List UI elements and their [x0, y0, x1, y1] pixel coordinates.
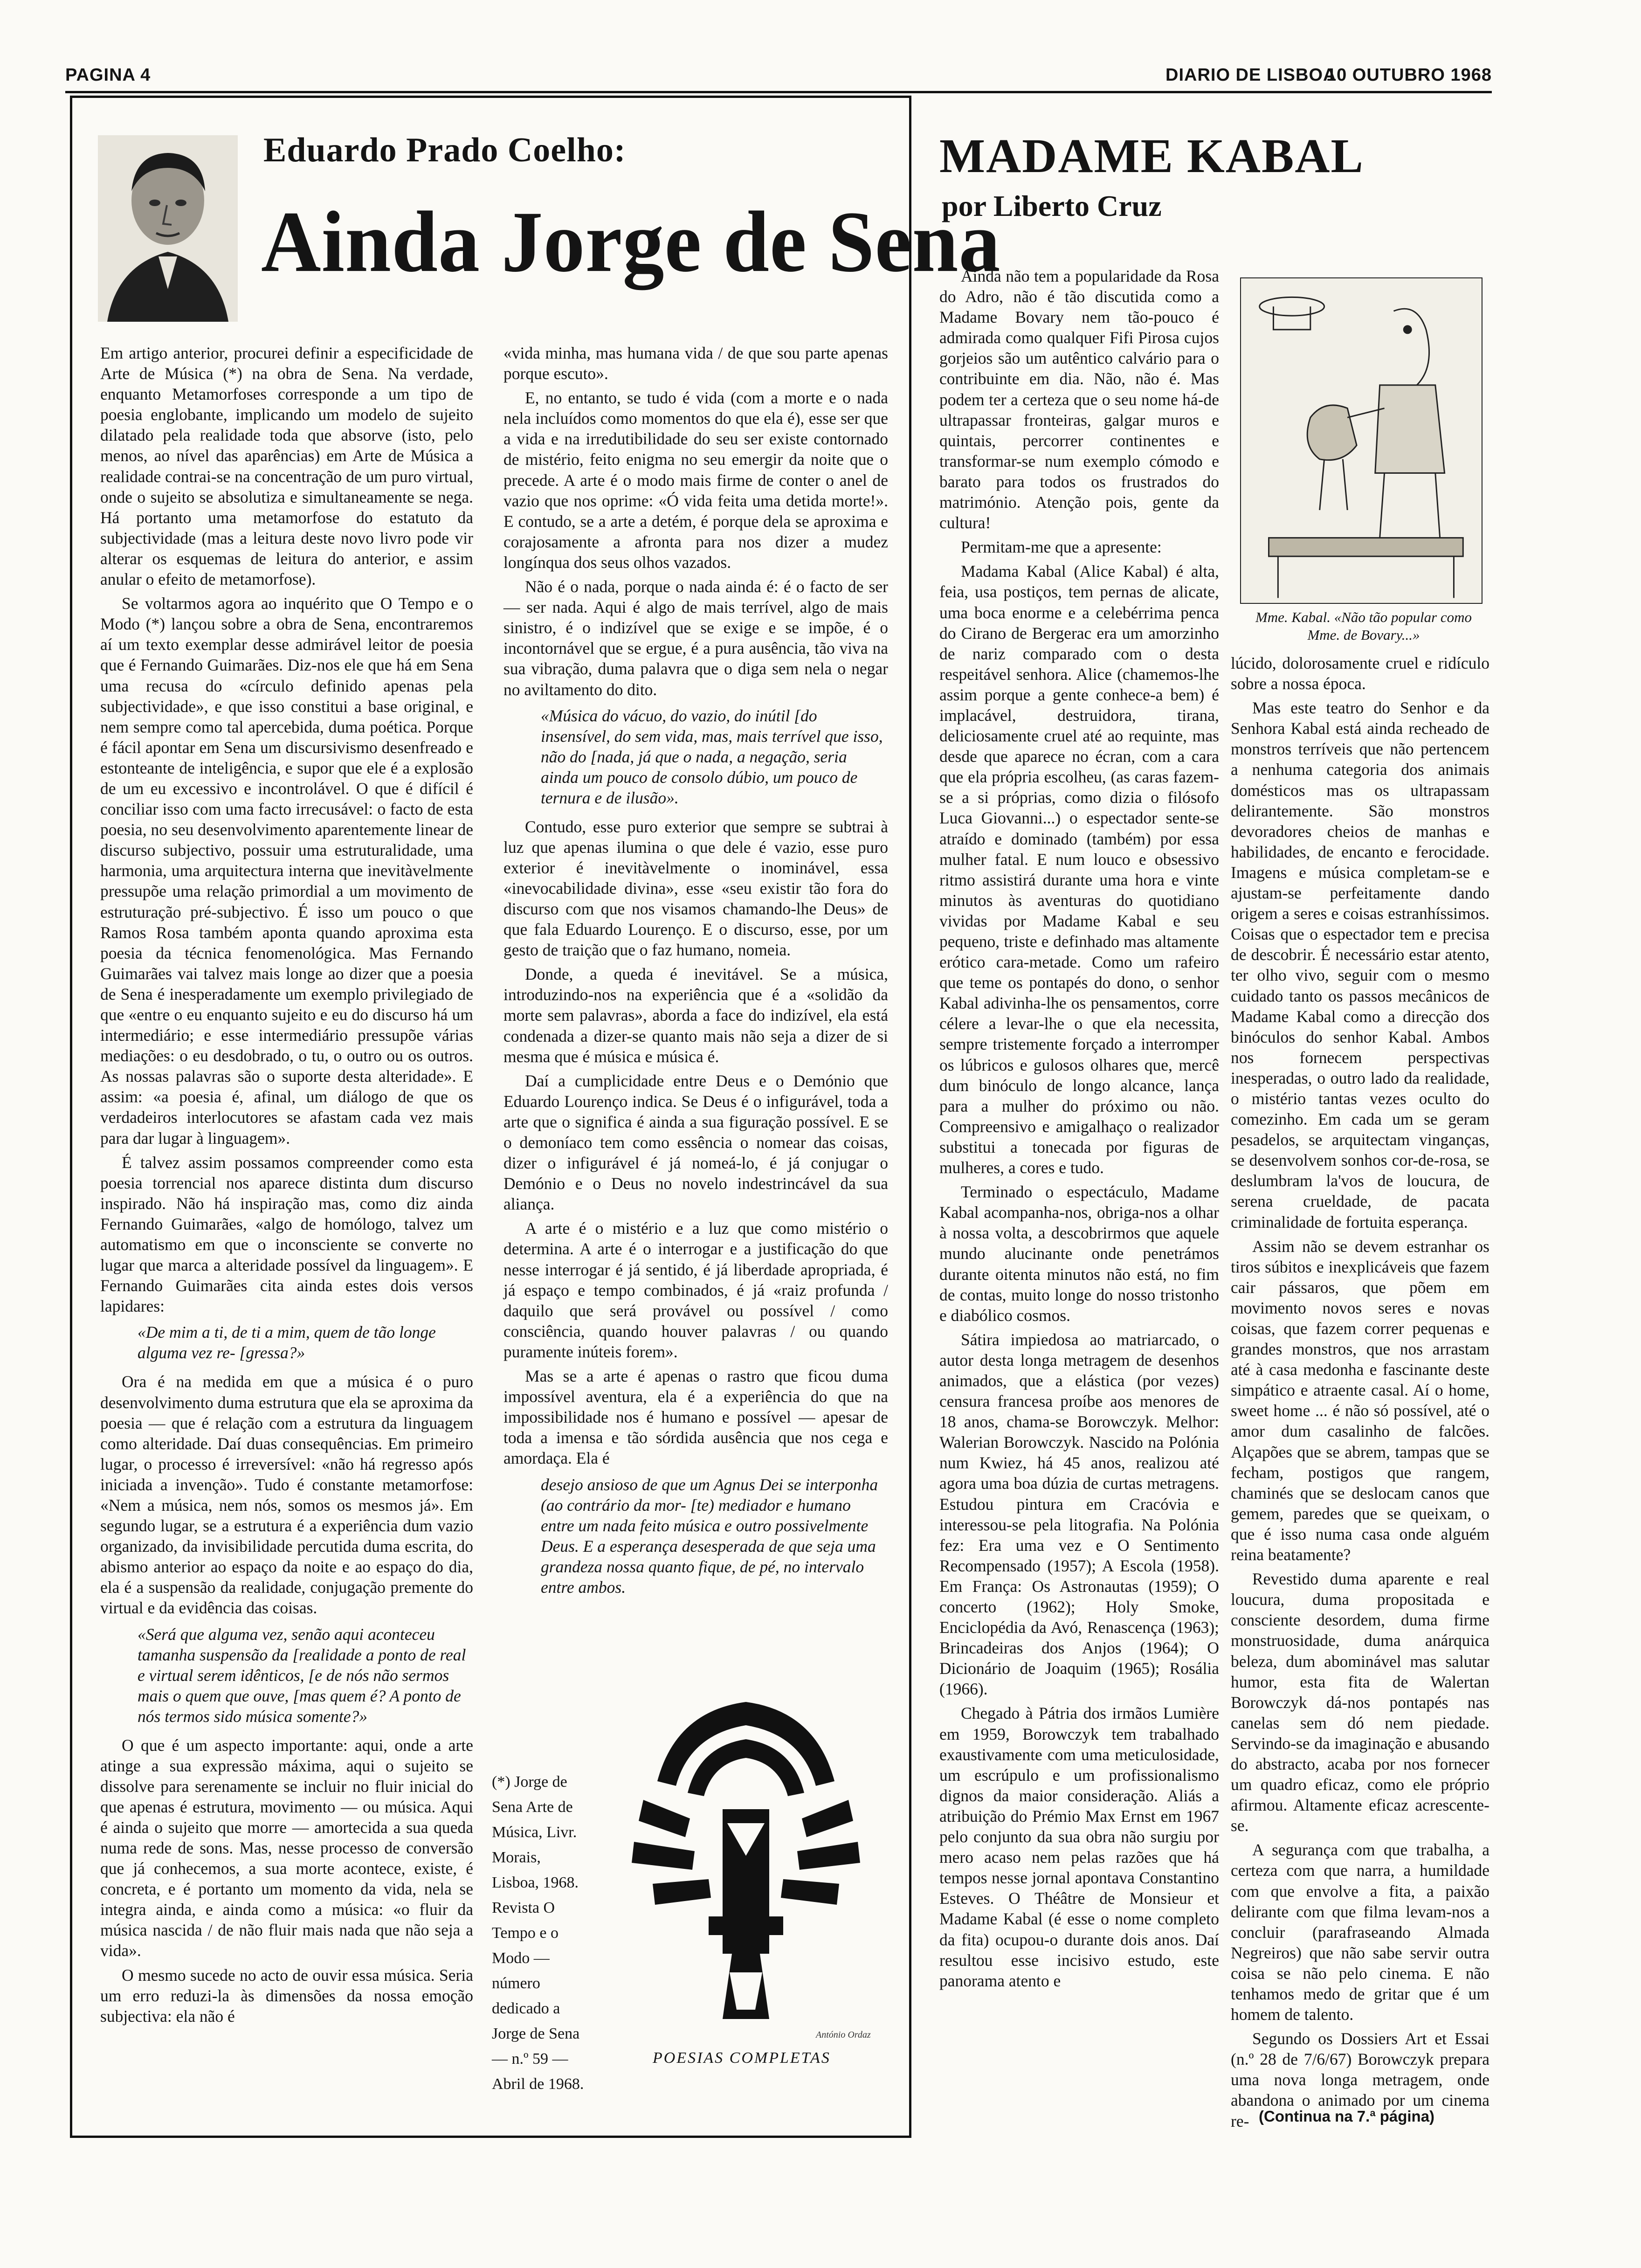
paragraph: Não é o nada, porque o nada ainda é: é o facto de ser — ser nada. Aqui é algo de mais terrível, algo de mais sinistro, é o indizível que se exige e se impõe, é o incontornável que se ergue, é a pura ausência, tão viva na sua vibração, duma palavra que o diga sem nela o negar no aviltamento do dito. [503, 577, 888, 699]
article-kicker: Eduardo Prado Coelho: [263, 131, 626, 169]
masthead [65, 61, 1492, 93]
woodcut-illustration-icon [615, 1693, 876, 2052]
article1-column-1 [100, 343, 473, 2030]
paragraph: É talvez assim possamos compreender como esta poesia torrencial nos aparece distinta dum discurso inspirado. Não há inspiração mas, como diz ainda Fernando Guimarães, «algo de homólogo, talvez um automatismo em que o inconsciente se converte no lugar que marca a alteridade possível da linguagem». E Fernando Guimarães cita ainda estes dois versos lapidares: [100, 1153, 473, 1316]
paragraph: Se voltarmos agora ao inquérito que O Tempo e o Modo (*) lançou sobre a obra de Sena, encontraremos aí um texto exemplar desse admirável leitor de poesia que é Fernando Guimarães. Diz-nos ele que há em Sena uma recusa do «círculo definido apenas pela subjectividade», e que isso constitui a base original, e nem sempre como tal apercebida, duma poética. Porque é fácil apontar em Sena um discursivismo desenfreado e estonteante de inteligência, e supor que ele é a explosão de um eu excessivo e incontrolável. O que é difícil é conciliar isso com uma facto irrecusável: o facto de esta poesia, no seu desenvolvimento aparentemente linear de discurso subjectivo, possuir uma estruturalidade, uma harmonia, uma arquitectura interna que inevitàvelmente pressupõe uma relação primordial a um movimento de estruturação pré-subjectivo. É isso um pouco o que Ramos Rosa também aponta quando aproxima esta poesia da técnica fenomenológica. Mas Fernando Guimarães vai talvez mais longe ao dizer que a poesia de Sena é inesperadamente um exemplo privilegiado de que «entre o eu enquanto sujeito e eu do discurso há um intermediário; e esse intermediário pressupõe várias mediações: o eu desdobrado, o tu, o outro ou os outros. As nossas palavras são o suporte desta alteridade». E assim: «a poesia é, afinal, um diálogo de que os verdadeiros interlocutores se afastam cada vez mais para dar lugar à linguagem». [100, 594, 473, 1148]
paragraph: «vida minha, mas humana vida / de que sou parte apenas porque escuto». [503, 344, 888, 383]
paragraph: Em artigo anterior, procurei definir a especificidade de Arte de Música (*) na obra de Sena. Na verdade, enquanto Metamorfoses corresponde a um tipo de poesia englobante, implicando um modelo de sujeito dilatado pela realidade toda que absorve (isto, pelo menos, ao nível das aparências) em Arte de Música a realidade contrai-se na concentração de um puro virtual, onde o sujeito se absolutiza e simultaneamente se nega. Há portanto uma metamorfose do estatuto da subjectividade (mas a leitura deste novo livro pode vir alterar os esquemas de leitura do anterior, e assim anular o efeito de metamorfose). [100, 344, 473, 589]
paragraph: E, no entanto, se tudo é vida (com a morte e o nada nela incluídos como momentos do que ela é), esse ser que a vida e na irredutibilidade do seu ser existe contornado de mistério, feito enigma no seu emergir da noite que o precede. A arte é o modo mais firme de conter o anel de vazio que nos oprime: «Ó vida feita uma detida morte!». E contudo, se a arte a detém, é porque dela se aproxima e corajosamente a afronta para nos dizer a mudez longínqua dos seus olhos vazados. [503, 388, 888, 572]
paragraph: Terminado o espectáculo, Madame Kabal acompanha-nos, obriga-nos a olhar à nossa volta, a descobrirmos que aquele mundo alucinante onde penetrámos durante oitenta minutos não está, no fim de contas, muito longe do nosso tristonho e diabólico cosmos. [939, 1182, 1219, 1325]
paragraph: A segurança com que trabalha, a certeza com que narra, a humildade com que envolve a fita, a paixão delirante com que filma levam-nos a concluir (parafraseando Almada Negreiros) que não sabe servir outra coisa se não pelo cinema. E não tenhamos medo de gritar que é um homem de talento. [1231, 1840, 1489, 2024]
footnote [492, 1770, 590, 2097]
masthead-rule [65, 91, 1492, 93]
paragraph: O mesmo sucede no acto de ouvir essa música. Seria um erro reduzi-la às dimensões da nossa emoção subjectiva: ela não é [100, 1965, 473, 2026]
paragraph: Ora é na medida em que a música é o puro desenvolvimento duma estrutura que ela se aproxima da poesia — que é relação com a estrutura da linguagem como alteridade. Daí duas consequências. Em primeiro lugar, o processo é irreversível: «não há regresso após iniciada a invenção». Tudo é constante metamorfose: «Nem a música, nem nós, somos os mesmos já». Em segundo lugar, se a estrutura é a experiência dum vazio organizado, da invisibilidade percutida duma escrita, do abismo anterior ao espaço da noite e ao espaço do dia, ela é a suspensão da realidade, conjugação premente do virtual e da evidência das coisas. [100, 1372, 473, 1618]
verse-quote: desejo ansioso de que um Agnus Dei se interponha (ao contrário da mor- [te) mediador e humano entre um nada feito música e outro possivelmente Deus. E a esperança desesperada de que seja uma grandeza nossa quanto fique, de pé, no intervalo entre ambos. [541, 1475, 878, 1597]
woodcut-caption: POESIAS COMPLETAS [653, 2049, 831, 2067]
woodcut-signature: António Ordaz [816, 2030, 871, 2040]
article2-column-1 [939, 266, 1219, 1995]
paragraph: Contudo, esse puro exterior que sempre se subtrai à luz que apenas ilumina o que dele é vazio, esse puro exterior é inevitàvelmente o inominável, essa «inevocabilidade divina», esse «seu existir tão fora do discurso com que nos visamos chamando-lhe Deus» de que fala Eduardo Lourenço. E o discurso, esse, por um gesto de traição que o faz humano, nomeia. [503, 817, 888, 960]
paragraph: Segundo os Dossiers Art et Essai (n.º 28 de 7/6/67) Borowczyk prepara uma nova longa metragem, onde abandona o animado por um cinema re- [1231, 2029, 1489, 2130]
article2-byline: por Liberto Cruz [942, 189, 1162, 222]
author-portrait-icon [98, 135, 238, 322]
paragraph: Ainda não tem a popularidade da Rosa do Adro, não é tão discutida como a Madame Bovary nem tão-pouco é admirada como qualquer Fifi Pirosa cujos gorjeios são um autêntico calvário para o contribuinte em dia. Não, não é. Mas podem ter a certeza que o seu nome há-de ultrapassar fronteiras, galgar muros e quintais, percorrer continentes e transformar-se num exemplo cómodo e barato para todos os frustrados do matrimónio. Atenção pois, gente da cultura! [939, 267, 1219, 532]
article2-headline: MADAME KABAL [939, 129, 1364, 183]
paragraph: O que é um aspecto importante: aqui, onde a arte atinge a sua expressão máxima, aqui o sujeito se dissolve para serenamente se incluir no fluir inicial do que apenas é estrutura, movimento — ou música. Aqui é ainda o sujeito que morre — amortecida a sua queda numa rede de sons. Mas, nesse processo de conversão que já conhecemos, a sua morte acontece, existe, é concreta, e é portanto um momento da vida, nela se integra ainda, e ainda como a música: «o fluir da música nascida / de não fluir mais nada que não seja a vida». [100, 1736, 473, 1960]
verse-quote: «Será que alguma vez, senão aqui aconteceu tamanha suspensão da [realidade a ponto de real e virtual serem idênticos, [e de nós não sermos mais o quem que ouve, [mas quem é? A ponto de nós termos sido música somente?» [138, 1625, 466, 1726]
paragraph: Mas se a arte é apenas o rastro que ficou duma impossível aventura, ela é a experiência do que na impossibilidade nos é humano e possível — apesar de toda a imensa e tão sórdida ausência que nos cega e amordaça. Ela é [503, 1367, 888, 1468]
verse-quote: «Música do vácuo, do vazio, do inútil [do insensível, do sem vida, mas, mais terrível que isso, não do [nada, já que o nada, a negação, seria ainda um pouco de consolo dúbio, um pouco de ternura e de ilusão». [541, 706, 883, 807]
illustration-caption: Mme. Kabal. «Não tão popular como Mme. de Bovary...» [1255, 609, 1472, 643]
footnote-book: (*) Jorge de Sena Arte de Música, Livr. Morais, Lisboa, 1968. [492, 1773, 579, 1891]
verse-quote: «De mim a ti, de ti a mim, quem de tão longe alguma vez re- [gressa?» [138, 1323, 436, 1362]
paragraph: Sátira impiedosa ao matriarcado, o autor desta longa metragem de desenhos animados, que a elástica (por vezes) censura francesa proíbe aos menores de 18 anos, chama-se Borowczyk. Melhor: Walerian Borowczyk. Nascido na Polónia num Kwiez, há 45 anos, realizou até agora uma boa dúzia de curtas metragens. Estudou pintura em Cracóvia e interessou-se pela litografia. Na Polónia fez: Era uma vez e O Sentimento Recompensado (1957); A Escola (1958). Em França: Os Astronautas (1959); O concerto (1962); Holy Smoke, Enciclopédia da Avó, Renascença (1963); Brincadeiras dos Anjos (1964); O Dicionário de Joaquim (1965); Rosália (1966). [939, 1330, 1219, 1699]
paragraph: A arte é o mistério e a luz que como mistério o determina. A arte é o interrogar e a justificação do que nesse interrogar é já sentido, é já liberdade apropriada, é já espaço e tempo combinados, é já «raiz profunda / daquilo que será provável ou possível / como consciência, quando houver palavras / ou quando puramente inúteis forem». [503, 1219, 888, 1361]
article2-column-2 [1231, 653, 1489, 2135]
cartoon-illustration-icon [1240, 277, 1482, 604]
paragraph: Assim não se devem estranhar os tiros súbitos e inexplicáveis que fazem cair pássaros, que põem em movimento novos seres e novas coisas, que fazem correr pequenas e grandes monstros, que nos arrastam até à casa medonha e fascinante deste simpático e atraente casal. Aí o home, sweet home ... é não só possível, até o amor dum casalinho de falcões. Alçapões que se abrem, tampas que se fecham, postigos que rangem, chaminés que se deslocam canos que gemem, paredes que se queixam, o que é isso numa casa onde alguém reina beatamente? [1231, 1237, 1489, 1564]
paragraph: Permitam-me que a apresente: [961, 538, 1162, 557]
paragraph: Revestido duma aparente e real loucura, duma propositada e consciente desordem, duma firme monstruosidade, duma anárquica beleza, dum abominável mas salutar humor, esta fita de Walertan Borowczyk dá-nos pontapés nas canelas sem dó nem piedade. Servindo-se da imaginação e abusando do abstracto, acaba por nos fornecer um quadro eficaz, como ele próprio afirmou. Altamente eficaz acrescente-se. [1231, 1570, 1489, 1835]
paragraph: Donde, a queda é inevitável. Se a música, introduzindo-nos na experiência que é a «solidão da morte sem palavras», aborda a face do indizível, ela está condenada a dizer-se quanto mais não seja a dizer de si mesma que é música e música é. [503, 965, 888, 1066]
page-number: PAGINA 4 [65, 65, 151, 85]
article-headline: Ainda Jorge de Sena [261, 193, 1001, 290]
continuation-note: (Continua na 7.ª página) [1259, 2108, 1435, 2125]
newspaper-name: DIARIO DE LISBOA [1165, 65, 1337, 85]
article1-column-2 [503, 343, 888, 1606]
paragraph: Mas este teatro do Senhor e da Senhora Kabal está ainda recheado de monstros terríveis que não pertencem a nenhuma categoria dos animais domésticos mas os ultrapassam delirantemente. São monstros devoradores cheios de manhas e habilidades, de encanto e ferocidade. Imagens e música completam-se e ajustam-se perfeitamente dando origem a seres e coisas estranhíssimos. Coisas que o espectador tem e precisa de descobrir. É necessário estar atento, ter olho vivo, seguir com o mesmo cuidado tanto os passos mecânicos de Madame Kabal como a direcção dos binóculos do senhor Kabal. Ambos nos fornecem perspectivas inesperadas, o outro lado da realidade, o mistério tantas vezes oculto do comezinho. Em cada um se geram pesadelos, se arquitectam vinganças, se desenvolvem sonhos cor-de-rosa, se deslumbram la'vos de loucura, de serena crueldade, de pacata criminalidade de fortuita esperança. [1231, 698, 1489, 1231]
paragraph: Chegado à Pátria dos irmãos Lumière em 1959, Borowczyk tem trabalhado exaustivamente com uma meticulosidade, um escrúpulo e um profissionalismo dignos da maior consideração. Aliás a atribuição do Prémio Max Ernst em 1967 pelo conjunto da sua obra não surgiu por mero acaso nem pelas razões que há tempos nesse jornal apontava Constantino Esteves. O Théâtre de Monsieur et Madame Kabal (é esse o nome completo da fita) ocupou-o durante dois anos. Daí resultou esse incisivo estudo, este panorama atento e [939, 1704, 1219, 1990]
paragraph: Madama Kabal (Alice Kabal) é alta, feia, usa postiços, tem pernas de alicate, uma boca enorme e a celebérrima penca do Cirano de Bergerac era um amorzinho de nariz comparado com o desta respeitável senhora. Alice (chamemos-lhe assim porque a gente conhece-a bem) é implacável, destruidora, tirana, deliciosamente cruel até ao requinte, mas desde que aparece no écran, com a cara que ela própria escolheu, (as caras fazem-se a si próprias, como dizia o filósofo Luca Giovanni...) o espectador sente-se atraído e dominado (também) por essa mulher fatal. E num louco e obsessivo ritmo assistirá durante uma hora e vinte minutos às aventuras do quotidiano vividas por Madame Kabal e seu pequeno, triste e definhado mas altamente erótico cara-metade. Como um rafeiro que teme os pontapés do dono, o senhor Kabal adivinha-lhe os pensamentos, corre célere a levar-lhe o que ela necessita, sempre tristemente forçado a interromper os lúbricos e gulosos olhares que, mercê dum binóculo de longo alcance, lança para a mulher do próximo ou não. Compreensivo e amigalhaço o realizador substitui a tonecada por figuras de mulheres, a cores e tudo. [939, 562, 1219, 1177]
footnote-magazine: Revista O Tempo e o Modo — número dedicado a Jorge de Sena — n.º 59 — Abril de 1968. [492, 1899, 584, 2093]
paragraph: lúcido, dolorosamente cruel e ridículo sobre a nossa época. [1231, 654, 1489, 693]
paragraph: Daí a cumplicidade entre Deus e o Demónio que Eduardo Lourenço indica. Se Deus é o infigurável, toda a arte que o significa é ainda a sua figuração possível. E se o demoníaco tem como essência o nomear das coisas, dizer o infigurável é já nomeá-lo, é já conjugar o Demónio e o Deus no novelo indestrincável da sua aliança. [503, 1071, 888, 1214]
issue-date: 10 OUTUBRO 1968 [1326, 65, 1492, 85]
